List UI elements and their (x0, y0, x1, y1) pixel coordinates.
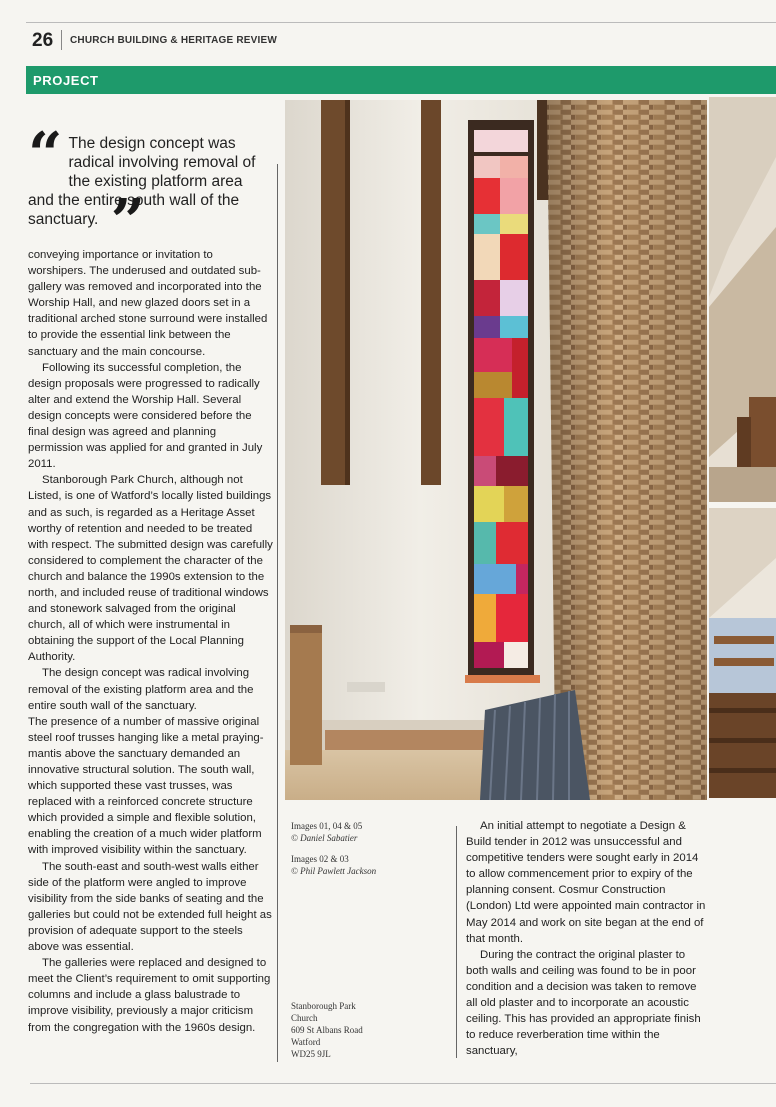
body-paragraph: The design concept was radical involving removal of the existing platform area and the entire south wall of the sanctuary. (28, 667, 254, 712)
body-paragraph: The south-east and south-west walls either side of the platform were angled to improve visibility from the side banks of seating and the galleries but could not be extended full height as provision of adequate support to the steels above was essential. (28, 860, 272, 954)
body-paragraph: conveying importance or invitation to worshipers. The underused and outdated sub-gallery was removed and incorporated into the Worship Hall, and new glazed doors set in a traditional arched stone surround were installed to provide the essential link between the sanctuary and the main concourse. (28, 249, 268, 358)
column-rule (277, 164, 278, 1062)
footer-rule (30, 1083, 776, 1084)
pull-quote (28, 120, 268, 257)
seating-photo (709, 508, 776, 798)
address-line: Stanborough Park (291, 1001, 356, 1011)
address-line: 609 St Albans Road (291, 1025, 363, 1035)
address-line: Church (291, 1013, 318, 1023)
credit-name: © Phil Pawlett Jackson (291, 866, 377, 876)
body-column-2 (466, 818, 708, 1059)
photo-interior-stair (709, 97, 776, 502)
header-separator (61, 30, 62, 50)
open-quote-icon: “ (28, 120, 63, 190)
address-line: WD25 9JL (291, 1049, 331, 1059)
body-paragraph: An initial attempt to negotiate a Design & Build tender in 2012 was unsuccessful and competitive tenders were sought early in 2014 to allow commencement prior to expiry of the planning consent. Cosmur Construction (London) Ltd were appointed main contractor in May 2014 and work on site began at the end of that month. (466, 820, 706, 945)
close-quote-icon: ” (110, 187, 146, 257)
header-rule (26, 22, 776, 23)
credit-group (291, 820, 446, 844)
credit-label: Images 01, 04 & 05 (291, 821, 363, 831)
body-paragraph: The galleries were replaced and designed to meet the Client’s requirement to omit supporting columns and include a glass balustrade to improve visibility, previously a major criticism from the congregation with the 1960s design. (28, 957, 271, 1034)
address-line: Watford (291, 1037, 321, 1047)
credit-group (291, 853, 446, 877)
section-label: PROJECT (33, 73, 99, 88)
credit-label: Images 02 & 03 (291, 854, 349, 864)
photo-stained-glass-window (285, 100, 707, 800)
pull-quote-text: The design concept was radical involving removal of the existing platform area and the entire south wall of the sanctuary. (28, 135, 256, 228)
body-paragraph: During the contract the original plaster to both walls and ceiling was found to be in poor condition and a decision was taken to remove all old plaster and to incorporate an acoustic ceiling. This has provided an appropriate finish to reduce reverberation time within the sanctuary, (466, 948, 701, 1058)
image-credits (291, 820, 446, 886)
stained-glass-photo (285, 100, 707, 800)
credit-name: © Daniel Sabatier (291, 833, 358, 843)
photo-seating (709, 508, 776, 798)
body-paragraph: Following its successful completion, the design proposals were progressed to radically alter and extend the Worship Hall. Several design concepts were considered before the final design was agreed and planning permission was applied for and granted in July 2011. (28, 361, 263, 471)
body-column-1 (28, 247, 274, 1036)
section-bar (26, 66, 776, 94)
body-paragraph: The presence of a number of massive original steel roof trusses hanging like a metal praying-mantis above the sanctuary demanded an innovative structural solution. The south wall, which supported these vast trusses, was replaced with a reinforced concrete structure which provided a simple and flexible solution, enabling the creation of a much wider platform with improved visibility within the sanctuary. (28, 715, 264, 857)
body-paragraph: Stanborough Park Church, although not Listed, is one of Watford’s locally listed buildings and as such, is regarded as a Heritage Asset worthy of retention and needed to be treated with respect. The submitted design was carefully considered to complement the character of the church and balance the 1990s extension to the north, and included reuse of traditional windows and stonework salvaged from the original church, all of which were instrumental in obtaining the support of the Local Planning Authority. (28, 474, 273, 664)
page-number: 26 (32, 30, 54, 51)
interior-photo (709, 97, 776, 502)
publication-title: CHURCH BUILDING & HERITAGE REVIEW (70, 35, 277, 46)
column-rule (456, 826, 457, 1058)
church-address (291, 1000, 446, 1060)
